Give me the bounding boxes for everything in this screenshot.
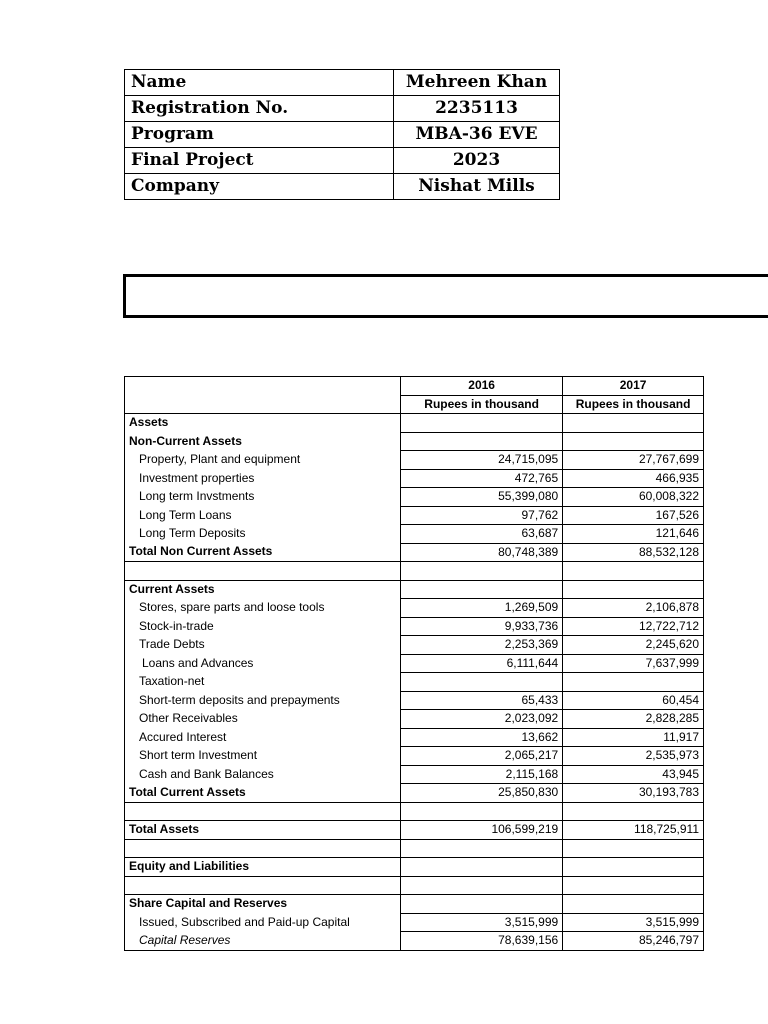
- row-label: Short term Investment: [125, 747, 401, 766]
- value-2016: 2,115,168: [401, 765, 563, 784]
- value-2017: 2,245,620: [563, 636, 704, 655]
- row-label: Total Current Assets: [125, 784, 401, 803]
- header-row-years: [125, 377, 704, 396]
- value-2017: [563, 858, 704, 877]
- table-row: [125, 451, 704, 470]
- value-2016: 2,065,217: [401, 747, 563, 766]
- value-2017: 167,526: [563, 506, 704, 525]
- row-label: Issued, Subscribed and Paid-up Capital: [125, 913, 401, 932]
- row-label: Assets: [125, 414, 401, 433]
- table-row: [125, 617, 704, 636]
- row-label: Capital Reserves: [125, 932, 401, 951]
- value-2017: [563, 432, 704, 451]
- row-label: Long Term Deposits: [125, 525, 401, 544]
- value-2016: [401, 432, 563, 451]
- value-2016: 1,269,509: [401, 599, 563, 618]
- row-label: Share Capital and Reserves: [125, 895, 401, 914]
- table-row: [125, 913, 704, 932]
- row-label: Total Assets: [125, 821, 401, 840]
- table-row: [125, 636, 704, 655]
- table-row: [125, 562, 704, 581]
- value-2017: [563, 895, 704, 914]
- value-2017: [563, 802, 704, 821]
- value-2017: 30,193,783: [563, 784, 704, 803]
- row-label: Cash and Bank Balances: [125, 765, 401, 784]
- row-label: Equity and Liabilities: [125, 858, 401, 877]
- row-label: Stores, spare parts and loose tools: [125, 599, 401, 618]
- table-row: [125, 525, 704, 544]
- table-row: [125, 469, 704, 488]
- value-2017: 85,246,797: [563, 932, 704, 951]
- header-blank: [125, 395, 401, 414]
- info-label: Registration No.: [125, 96, 394, 122]
- table-row: [125, 691, 704, 710]
- header-row-units: [125, 395, 704, 414]
- table-row: [125, 932, 704, 951]
- value-2017: [563, 414, 704, 433]
- row-label: [125, 876, 401, 895]
- value-2017: 11,917: [563, 728, 704, 747]
- row-label: Taxation-net: [125, 673, 401, 692]
- table-row: [125, 802, 704, 821]
- table-row: [125, 728, 704, 747]
- table-row: [125, 580, 704, 599]
- value-2016: 2,253,369: [401, 636, 563, 655]
- student-info-table: [124, 69, 560, 200]
- row-label: [125, 562, 401, 581]
- value-2016: 65,433: [401, 691, 563, 710]
- info-row-name: [125, 70, 560, 96]
- value-2016: 55,399,080: [401, 488, 563, 507]
- table-row: [125, 432, 704, 451]
- table-row: [125, 710, 704, 729]
- info-value: 2023: [394, 148, 560, 174]
- value-2016: 63,687: [401, 525, 563, 544]
- value-2016: [401, 414, 563, 433]
- table-row: [125, 839, 704, 858]
- value-2017: [563, 839, 704, 858]
- value-2016: [401, 895, 563, 914]
- info-row-final-project: [125, 148, 560, 174]
- row-label: Accured Interest: [125, 728, 401, 747]
- info-value: MBA-36 EVE: [394, 122, 560, 148]
- value-2016: 6,111,644: [401, 654, 563, 673]
- row-label: [125, 802, 401, 821]
- value-2016: 472,765: [401, 469, 563, 488]
- table-row: [125, 858, 704, 877]
- row-label: Short-term deposits and prepayments: [125, 691, 401, 710]
- value-2017: 3,515,999: [563, 913, 704, 932]
- info-value: 2235113: [394, 96, 560, 122]
- row-label: Current Assets: [125, 580, 401, 599]
- value-2016: 9,933,736: [401, 617, 563, 636]
- year-2017-header: 2017: [563, 377, 704, 396]
- table-row: [125, 506, 704, 525]
- value-2016: [401, 562, 563, 581]
- value-2017: 2,828,285: [563, 710, 704, 729]
- row-label: Long Term Loans: [125, 506, 401, 525]
- unit-2016-header: Rupees in thousand: [401, 395, 563, 414]
- value-2017: [563, 562, 704, 581]
- value-2016: [401, 580, 563, 599]
- row-label: Property, Plant and equipment: [125, 451, 401, 470]
- value-2017: 88,532,128: [563, 543, 704, 562]
- table-row: [125, 876, 704, 895]
- row-label: Loans and Advances: [125, 654, 401, 673]
- table-row: [125, 747, 704, 766]
- table-row: [125, 821, 704, 840]
- header-blank: [125, 377, 401, 396]
- value-2017: 121,646: [563, 525, 704, 544]
- row-label: Total Non Current Assets: [125, 543, 401, 562]
- table-row: [125, 543, 704, 562]
- info-label: Final Project: [125, 148, 394, 174]
- value-2016: [401, 802, 563, 821]
- value-2016: 78,639,156: [401, 932, 563, 951]
- value-2016: 2,023,092: [401, 710, 563, 729]
- row-label: Trade Debts: [125, 636, 401, 655]
- row-label: Investment properties: [125, 469, 401, 488]
- value-2016: 24,715,095: [401, 451, 563, 470]
- row-label: Other Receivables: [125, 710, 401, 729]
- value-2017: 27,767,699: [563, 451, 704, 470]
- row-label: Stock-in-trade: [125, 617, 401, 636]
- value-2017: 43,945: [563, 765, 704, 784]
- value-2017: 2,106,878: [563, 599, 704, 618]
- table-row: [125, 654, 704, 673]
- unit-2017-header: Rupees in thousand: [563, 395, 704, 414]
- value-2016: [401, 839, 563, 858]
- value-2016: 97,762: [401, 506, 563, 525]
- table-row: [125, 673, 704, 692]
- info-row-registration: [125, 96, 560, 122]
- balance-sheet: [124, 376, 704, 951]
- info-row-program: [125, 122, 560, 148]
- table-row: [125, 765, 704, 784]
- table-row: [125, 784, 704, 803]
- value-2016: 3,515,999: [401, 913, 563, 932]
- value-2016: 80,748,389: [401, 543, 563, 562]
- balance-sheet-table: [124, 376, 704, 951]
- info-value: Mehreen Khan: [394, 70, 560, 96]
- info-label: Name: [125, 70, 394, 96]
- info-label: Program: [125, 122, 394, 148]
- value-2017: 60,008,322: [563, 488, 704, 507]
- value-2017: 7,637,999: [563, 654, 704, 673]
- value-2016: 106,599,219: [401, 821, 563, 840]
- value-2016: 25,850,830: [401, 784, 563, 803]
- value-2017: 12,722,712: [563, 617, 704, 636]
- value-2017: [563, 876, 704, 895]
- row-label: Non-Current Assets: [125, 432, 401, 451]
- value-2017: 2,535,973: [563, 747, 704, 766]
- row-label: Long term Invstments: [125, 488, 401, 507]
- value-2016: [401, 858, 563, 877]
- year-2016-header: 2016: [401, 377, 563, 396]
- table-row: [125, 488, 704, 507]
- table-row: [125, 414, 704, 433]
- table-row: [125, 599, 704, 618]
- value-2017: 60,454: [563, 691, 704, 710]
- value-2016: 13,662: [401, 728, 563, 747]
- value-2016: [401, 876, 563, 895]
- info-value: Nishat Mills: [394, 174, 560, 200]
- info-label: Company: [125, 174, 394, 200]
- value-2017: [563, 673, 704, 692]
- empty-title-box: [123, 274, 768, 318]
- value-2017: [563, 580, 704, 599]
- row-label: [125, 839, 401, 858]
- table-row: [125, 895, 704, 914]
- value-2017: 466,935: [563, 469, 704, 488]
- info-row-company: [125, 174, 560, 200]
- value-2016: [401, 673, 563, 692]
- value-2017: 118,725,911: [563, 821, 704, 840]
